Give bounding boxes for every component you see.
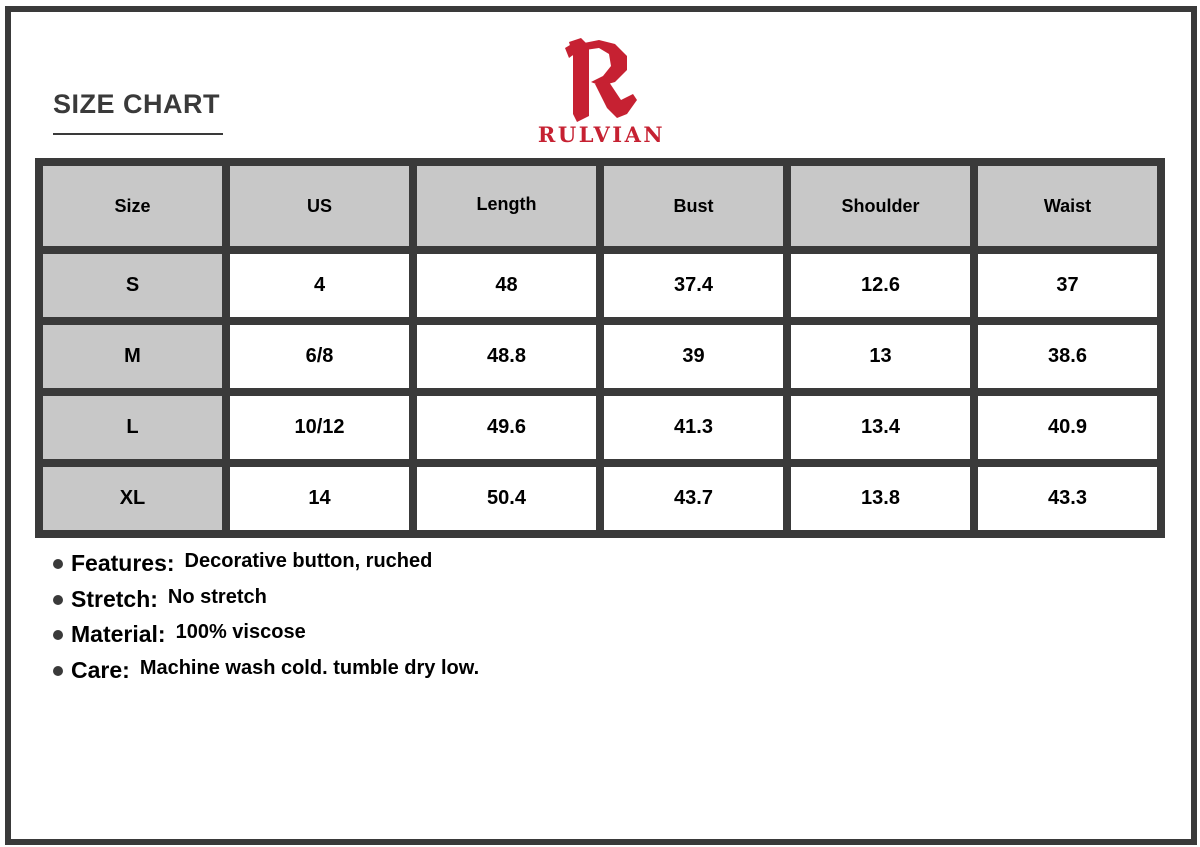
- header-waist: Waist: [978, 166, 1157, 246]
- shoulder-cell: 13: [791, 325, 970, 388]
- r-monogram-icon: [529, 38, 674, 124]
- shoulder-cell: 12.6: [791, 254, 970, 317]
- table-row: [43, 325, 1157, 388]
- shoulder-cell: 13.8: [791, 467, 970, 530]
- waist-cell: 38.6: [978, 325, 1157, 388]
- feature-value: No stretch: [167, 585, 267, 608]
- size-cell: S: [43, 254, 222, 317]
- feature-value: Decorative button, ruched: [184, 550, 433, 572]
- list-item: [52, 657, 479, 693]
- bullet-icon: [53, 595, 63, 605]
- bust-cell: 41.3: [604, 396, 783, 459]
- header-bust: Bust: [604, 166, 783, 246]
- feature-label: Stretch:: [71, 585, 158, 612]
- header-shoulder: Shoulder: [791, 166, 970, 246]
- bullet-icon: [53, 559, 63, 569]
- title-block: [53, 88, 223, 135]
- size-table: [35, 158, 1165, 538]
- list-item: [52, 586, 479, 622]
- us-cell: 6/8: [230, 325, 409, 388]
- waist-cell: 40.9: [978, 396, 1157, 459]
- length-cell: 48: [417, 254, 596, 317]
- length-cell: 49.6: [417, 396, 596, 459]
- bullet-icon: [53, 630, 63, 640]
- table-row: [43, 254, 1157, 317]
- table-header-row: [43, 166, 1157, 246]
- waist-cell: 43.3: [978, 467, 1157, 530]
- list-item: [52, 621, 479, 657]
- title-underline: [53, 133, 223, 135]
- us-cell: 10/12: [230, 396, 409, 459]
- feature-value: Machine wash cold. tumble dry low.: [139, 656, 480, 679]
- feature-label: Care:: [71, 656, 130, 683]
- size-cell: L: [43, 396, 222, 459]
- size-cell: XL: [43, 467, 222, 530]
- waist-cell: 37: [978, 254, 1157, 317]
- feature-label: Material:: [71, 621, 166, 647]
- shoulder-cell: 13.4: [791, 396, 970, 459]
- feature-label: Features:: [71, 550, 175, 576]
- bust-cell: 39: [604, 325, 783, 388]
- length-cell: 50.4: [417, 467, 596, 530]
- brand-logo: [529, 38, 674, 148]
- header-us: US: [230, 166, 409, 246]
- brand-name: RULVIAN: [537, 122, 666, 147]
- header-size: Size: [43, 166, 222, 246]
- bullet-icon: [53, 666, 63, 676]
- table-row: [43, 396, 1157, 459]
- us-cell: 4: [230, 254, 409, 317]
- header-length: Length: [417, 166, 596, 246]
- page-title: SIZE CHART: [53, 89, 220, 119]
- bust-cell: 43.7: [604, 467, 783, 530]
- bust-cell: 37.4: [604, 254, 783, 317]
- feature-value: 100% viscose: [175, 621, 306, 643]
- size-cell: M: [43, 325, 222, 388]
- list-item: [52, 550, 479, 586]
- us-cell: 14: [230, 467, 409, 530]
- table-row: [43, 467, 1157, 530]
- features-list: [52, 550, 479, 692]
- length-cell: 48.8: [417, 325, 596, 388]
